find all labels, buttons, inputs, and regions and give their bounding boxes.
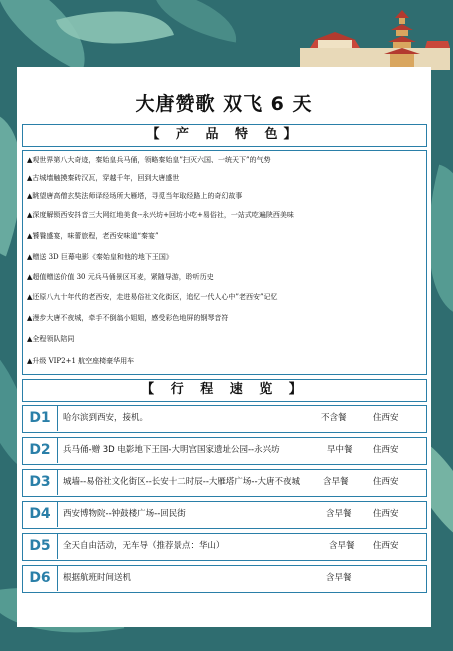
itinerary-row — [22, 501, 427, 529]
day-stay: 住西安 — [373, 509, 399, 519]
feature-item: ▲超值赠送价值 30 元兵马俑景区耳麦，紧随导游，聆听历史 — [27, 273, 214, 281]
day-meal: 含早餐 — [326, 573, 352, 583]
day-meal: 含早餐 — [323, 477, 349, 487]
feature-item: ▲还原八九十年代的老西安，走进易俗社文化街区，追忆一代人心中”老西安”记忆 — [27, 293, 278, 301]
day-route: 哈尔滨到西安，接机。 — [63, 413, 149, 423]
pagoda-icon — [300, 8, 450, 70]
day-label: D5 — [23, 534, 58, 559]
feature-item: ▲漫步大唐不夜城，牵手不倒翁小姐姐，感受彩色地屏的钢琴音符 — [27, 314, 229, 322]
day-meal: 含早餐 — [329, 541, 355, 551]
day-meal: 早中餐 — [327, 445, 353, 455]
day-label: D1 — [23, 406, 58, 431]
itinerary-row — [22, 533, 427, 561]
day-stay: 住西安 — [373, 445, 399, 455]
day-meal: 不含餐 — [321, 413, 347, 423]
itinerary-header: 【 行 程 速 览 】 — [22, 379, 427, 402]
day-route: 兵马俑-赠 3D 电影地下王国-大明宫国家遗址公园--永兴坊 — [63, 445, 280, 455]
feature-item: ▲赠送 3D 巨幕电影《秦始皇和他的地下王国》 — [27, 253, 173, 261]
day-stay: 住西安 — [373, 413, 399, 423]
itinerary-row — [22, 405, 427, 433]
feature-item: ▲升级 VIP2+1 航空座椅豪华用车 — [27, 357, 135, 365]
itinerary-row — [22, 469, 427, 497]
feature-item: ▲深度解锁西安抖音三大网红地美食--永兴坊+回坊小吃+易俗社，一站式吃遍陕西美味 — [27, 211, 294, 219]
day-label: D6 — [23, 566, 58, 591]
feature-item: ▲全程领队陪同 — [27, 335, 75, 343]
day-route: 全天自由活动，无车导（推荐景点：华山） — [63, 541, 225, 551]
day-stay: 住西安 — [373, 477, 399, 487]
day-label: D3 — [23, 470, 58, 495]
day-route: 城墙--易俗社文化街区--长安十二时辰--大雁塔广场--大唐不夜城 — [63, 477, 301, 487]
day-label: D4 — [23, 502, 58, 527]
feature-item: ▲眺望唐高僧玄奘法师译经场所大雁塔，寻觅当年取经路上的奇幻故事 — [27, 192, 243, 200]
features-header: 【 产 品 特 色】 — [22, 124, 427, 147]
day-route: 根据航班时间送机 — [63, 573, 132, 583]
feature-item: ▲观世界第八大奇迹，秦始皇兵马俑，领略秦始皇”扫灭六国、一统天下”的气势 — [27, 156, 271, 164]
day-stay: 住西安 — [373, 541, 399, 551]
page-title: 大唐赞歌 双飞 6 天 — [135, 93, 313, 115]
feature-item: ▲古城墙触摸秦砖汉瓦，穿越千年，回到大唐盛世 — [27, 174, 180, 182]
day-route: 西安博物院--钟鼓楼广场--回民街 — [63, 509, 186, 519]
itinerary-card — [17, 67, 431, 627]
day-meal: 含早餐 — [326, 509, 352, 519]
feature-item: ▲饕餮盛宴，味蕾旅程，老西安味道“秦宴” — [27, 232, 159, 240]
itinerary-row — [22, 565, 427, 593]
features-box — [22, 150, 427, 375]
day-label: D2 — [23, 438, 58, 463]
itinerary-row — [22, 437, 427, 465]
